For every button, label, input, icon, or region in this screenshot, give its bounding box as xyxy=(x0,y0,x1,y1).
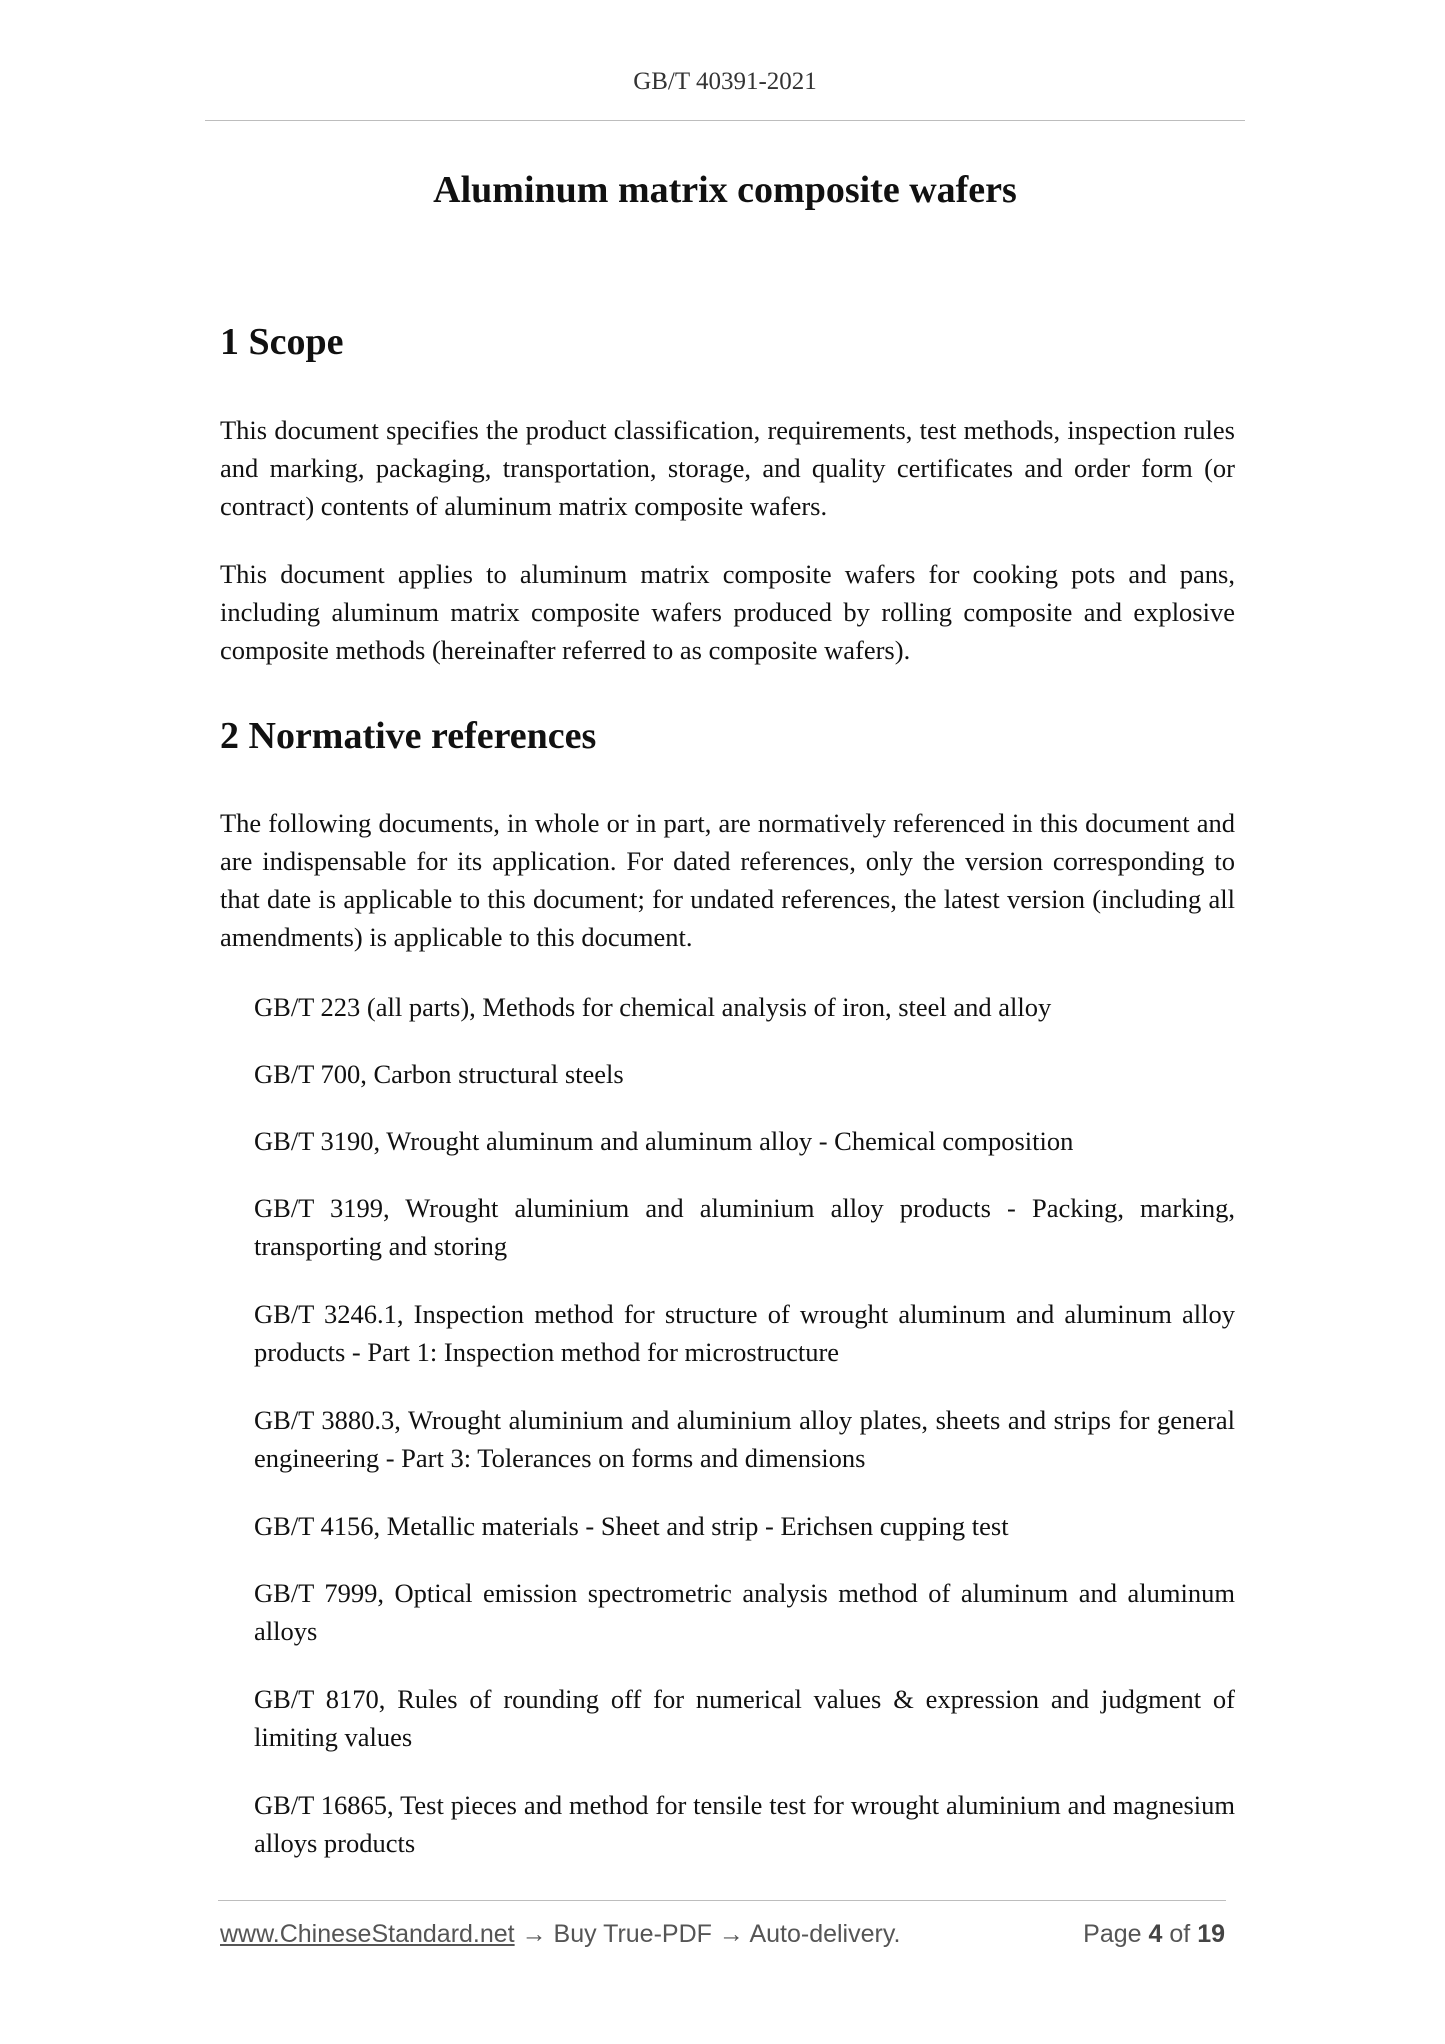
page-footer xyxy=(220,1920,1225,1956)
reference-item: GB/T 700, Carbon structural steels xyxy=(254,1059,624,1089)
delivery-text: Auto-delivery. xyxy=(749,1920,901,1948)
current-page-number: 4 xyxy=(1148,1920,1163,1948)
reference-item: GB/T 16865, Test pieces and method for tensile test for wrought aluminium and magnesium alloys products xyxy=(254,1790,1235,1858)
section-heading-normative-references: 2 Normative references xyxy=(220,715,597,757)
reference-item: GB/T 3199, Wrought aluminium and aluminium alloy products - Packing, marking, transporting and storing xyxy=(254,1193,1235,1261)
header-divider xyxy=(205,120,1245,121)
reference-item: GB/T 223 (all parts), Methods for chemical analysis of iron, steel and alloy xyxy=(254,992,1052,1022)
scope-paragraph-1: This document specifies the product classification, requirements, test methods, inspection rules and marking, packaging, transportation, storage, and quality certificates and order form (or contract) contents of aluminum matrix composite wafers. xyxy=(220,415,1235,521)
document-title: Aluminum matrix composite wafers xyxy=(433,169,1017,211)
arrow-right-icon: → xyxy=(521,1920,547,1948)
reference-item: GB/T 8170, Rules of rounding off for numerical values & expression and judgment of limiting values xyxy=(254,1684,1235,1752)
section-heading-scope: 1 Scope xyxy=(220,321,344,363)
reference-item: GB/T 4156, Metallic materials - Sheet and strip - Erichsen cupping test xyxy=(254,1511,1009,1541)
site-link[interactable]: www.ChineseStandard.net xyxy=(220,1920,515,1948)
reference-item: GB/T 7999, Optical emission spectrometric analysis method of aluminum and aluminum alloys xyxy=(254,1578,1235,1646)
running-header: GB/T 40391-2021 xyxy=(633,68,817,95)
reference-item: GB/T 3246.1, Inspection method for structure of wrought aluminum and aluminum alloy products - Part 1: Inspection method for microstructure xyxy=(254,1299,1235,1367)
reference-item: GB/T 3190, Wrought aluminum and aluminum alloy - Chemical composition xyxy=(254,1126,1074,1156)
reference-item: GB/T 3880.3, Wrought aluminium and aluminium alloy plates, sheets and strips for general engineering - Part 3: Tolerances on forms and dimensions xyxy=(254,1405,1235,1473)
normative-references-intro: The following documents, in whole or in part, are normatively referenced in this document and are indispensable for its application. For dated references, only the version corresponding to that date is applicable to this document; for undated references, the latest version (including all amendments) is applicable to this document. xyxy=(220,808,1235,952)
scope-paragraph-2: This document applies to aluminum matrix composite wafers for cooking pots and pans, including aluminum matrix composite wafers produced by rolling composite and explosive composite methods (hereinafter referred to as composite wafers). xyxy=(220,559,1235,665)
buy-text: Buy True-PDF xyxy=(553,1920,712,1948)
footer-promo xyxy=(220,1920,900,1949)
of-label: of xyxy=(1169,1920,1191,1948)
page-label: Page xyxy=(1083,1920,1142,1948)
footer-divider xyxy=(218,1900,1226,1901)
total-pages-number: 19 xyxy=(1197,1920,1225,1948)
page-counter xyxy=(1083,1920,1225,1949)
arrow-right-icon: → xyxy=(718,1920,744,1948)
